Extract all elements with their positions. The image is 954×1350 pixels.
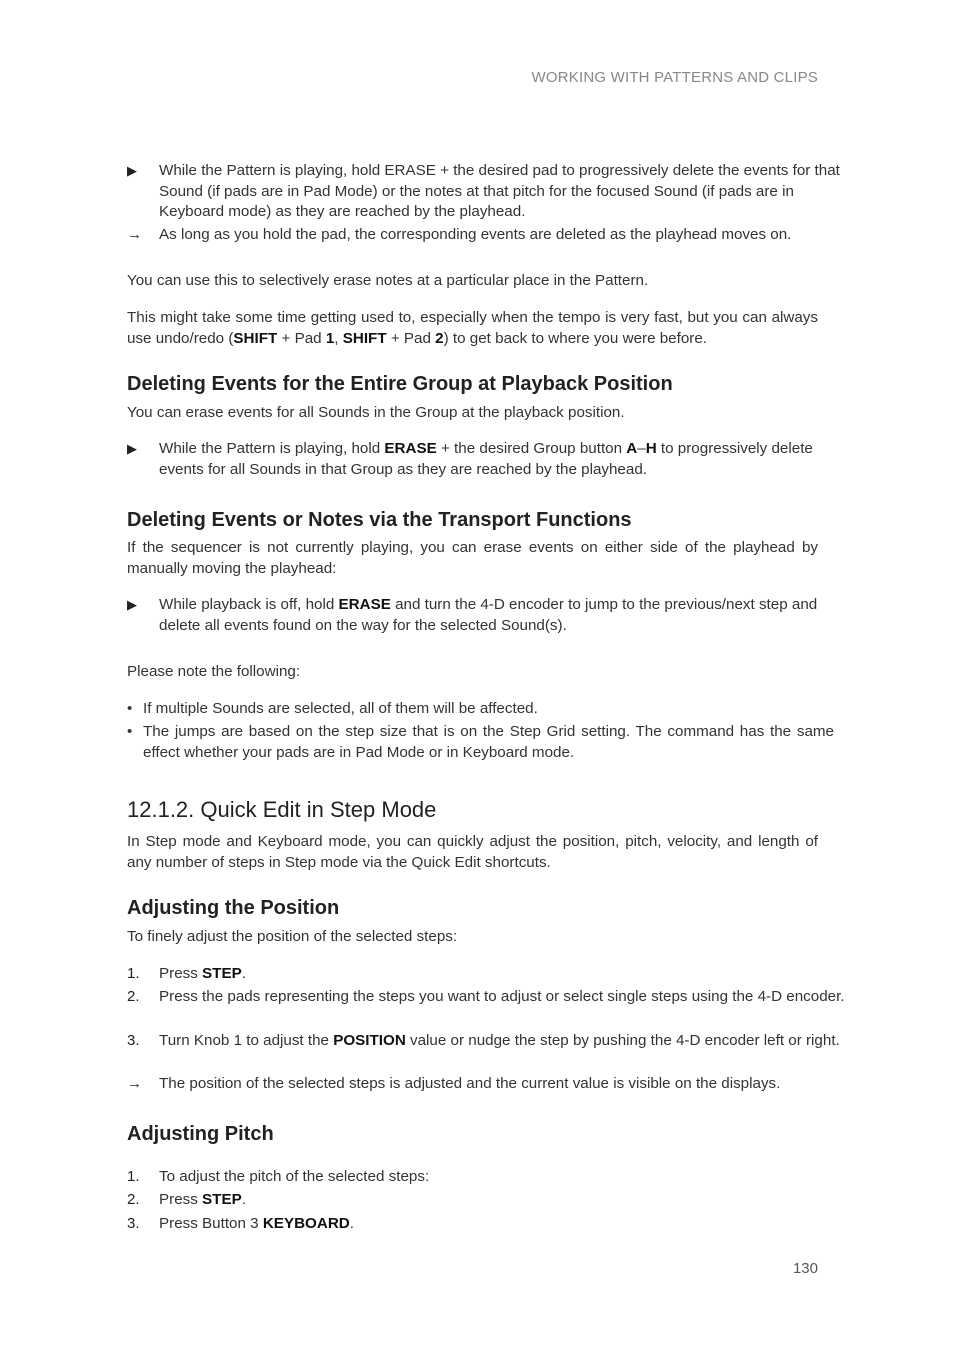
running-header: WORKING WITH PATTERNS AND CLIPS — [531, 69, 818, 86]
step-number: 2. — [127, 988, 140, 1005]
numbered-step: 2. Press the pads representing the steps you want to adjust or select single steps using the 4-D encoder. — [127, 987, 850, 1008]
section-intro: To finely adjust the position of the selected steps: — [127, 928, 458, 945]
triangle-right-icon: ▶ — [127, 441, 137, 456]
instruction-result: → The position of the selected steps is adjusted and the current value is visible on the displays. — [127, 1074, 850, 1095]
page-number: 130 — [792, 1260, 818, 1277]
bullet-icon: • — [127, 723, 133, 740]
instruction-text: While the Pattern is playing, hold ERASE + the desired pad to progressively delete the events for that Sound (if pads are in Pad Mode) or the notes at that pitch for the focused Sound (if pads are in Keyboard mode) as they are reached by the playhead. — [159, 162, 840, 220]
instruction-step — [127, 439, 850, 480]
triangle-right-icon: ▶ — [127, 163, 137, 178]
step-number: 3. — [127, 1215, 140, 1232]
chapter-heading: 12.1.2. Quick Edit in Step Mode — [127, 797, 437, 822]
section-intro: If the sequencer is not currently playing, you can erase events on either side of the playhead by manually moving the playhead: — [127, 539, 818, 577]
step-number: 2. — [127, 1191, 140, 1208]
section-intro: In Step mode and Keyboard mode, you can quickly adjust the position, pitch, velocity, and length of any number of steps in Step mode via the Quick Edit shortcuts. — [127, 833, 818, 871]
list-item: • The jumps are based on the step size that is on the Step Grid setting. The command has the same effect whether your pads are in Pad Mode or in Keyboard mode. — [127, 723, 834, 761]
numbered-step: 1. To adjust the pitch of the selected steps: — [127, 1167, 850, 1188]
triangle-right-icon: ▶ — [127, 597, 137, 612]
paragraph: Please note the following: — [127, 663, 301, 680]
paragraph-undo: This might take some time getting used to, especially when the tempo is very fast, but you can always use undo/redo (SHIFT + Pad 1, SHIFT + Pad 2) to get back to where you were before. — [127, 309, 818, 347]
section-heading: Adjusting Pitch — [127, 1123, 274, 1145]
instruction-result — [127, 225, 850, 246]
section-intro: You can erase events for all Sounds in the Group at the playback position. — [127, 404, 625, 421]
arrow-right-icon: → — [127, 1075, 142, 1092]
arrow-right-icon: → — [127, 226, 142, 243]
bullet-icon: • — [127, 700, 133, 717]
numbered-step: 3. Turn Knob 1 to adjust the POSITION value or nudge the step by pushing the 4-D encoder left or right. — [127, 1031, 850, 1052]
instruction-text: While the Pattern is playing, hold ERASE + the desired Group button A–H to progressively delete events for all Sounds in that Group as they are reached by the playhead. — [159, 440, 813, 478]
numbered-step: 2. Press STEP. — [127, 1190, 850, 1211]
instruction-step — [127, 161, 850, 223]
instruction-text: While playback is off, hold ERASE and turn the 4-D encoder to jump to the previous/next step and delete all events found on the way for the selected Sound(s). — [159, 596, 818, 634]
step-number: 3. — [127, 1032, 140, 1049]
instruction-step — [127, 595, 850, 636]
section-heading: Deleting Events for the Entire Group at Playback Position — [127, 373, 673, 395]
section-heading: Deleting Events or Notes via the Transport Functions — [127, 509, 632, 531]
result-text: As long as you hold the pad, the corresponding events are deleted as the playhead moves on. — [159, 226, 792, 243]
paragraph: You can use this to selectively erase notes at a particular place in the Pattern. — [127, 272, 649, 289]
list-item: • If multiple Sounds are selected, all of them will be affected. — [127, 699, 834, 720]
numbered-step: 3. Press Button 3 KEYBOARD. — [127, 1214, 850, 1235]
step-number: 1. — [127, 965, 140, 982]
section-heading: Adjusting the Position — [127, 897, 340, 919]
step-number: 1. — [127, 1168, 140, 1185]
numbered-step: 1. Press STEP. — [127, 964, 850, 985]
